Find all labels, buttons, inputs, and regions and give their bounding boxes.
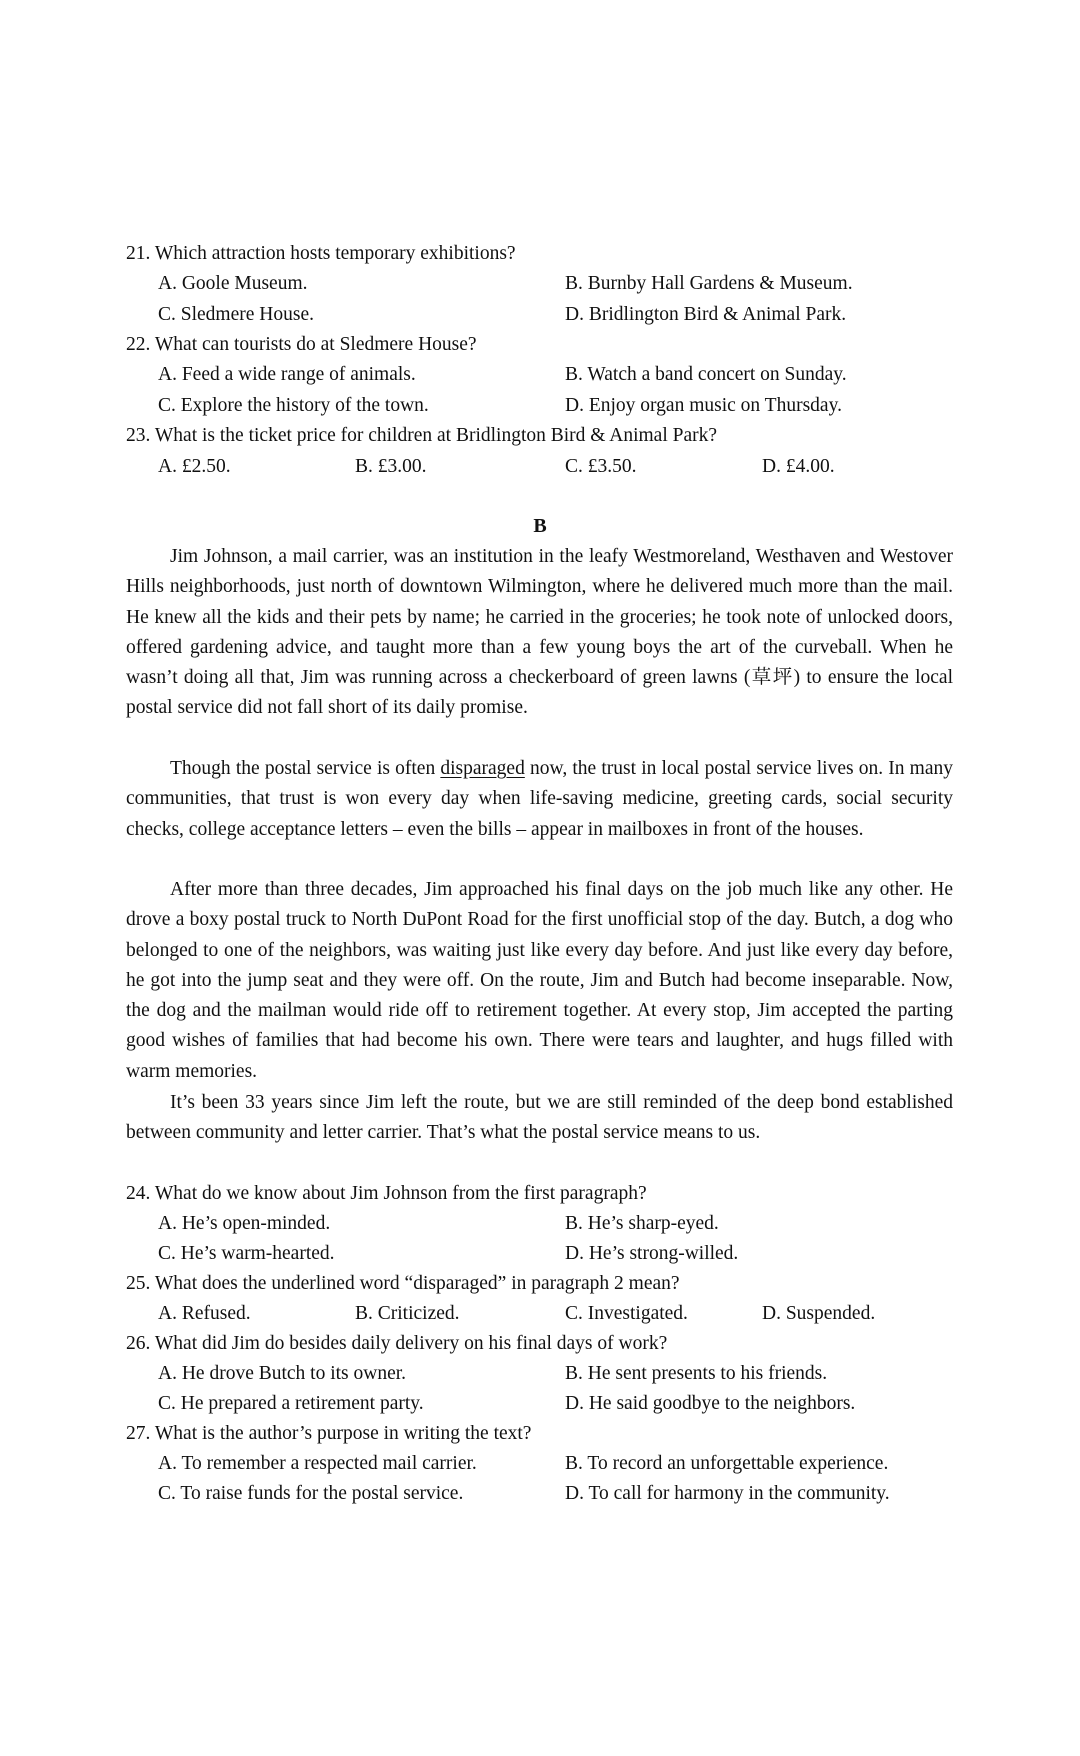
option-23-a: A. £2.50. (158, 456, 231, 477)
option-26-d: D. He said goodbye to the neighbors. (565, 1393, 856, 1414)
option-24-d: D. He’s strong-willed. (565, 1243, 739, 1264)
option-24-b: B. He’s sharp-eyed. (565, 1213, 719, 1234)
question-27 (126, 1419, 531, 1449)
passage-paragraph-1: Jim Johnson, a mail carrier, was an institution in the leafy Westmoreland, Westhaven and Westover Hills neighborhoods, just north of downtown Wilmington, where he delivered much more than the mail. He knew all the kids and their pets by name; he carried in the groceries; he took note of unlocked doors, offered gardening advice, and taught more than a few young boys the art of the curveball. When he wasn’t doing all that, Jim was running across a checkerboard of green lawns (草坪) to ensure the local postal service did not fall short of its daily promise. (126, 546, 953, 719)
underlined-word: disparaged (440, 758, 525, 779)
option-24-c: C. He’s warm-hearted. (158, 1243, 335, 1264)
option-21-a: A. Goole Museum. (158, 273, 308, 294)
option-27-c: C. To raise funds for the postal service. (158, 1483, 464, 1504)
question-22 (126, 330, 477, 360)
option-22-d: D. Enjoy organ music on Thursday. (565, 395, 842, 416)
question-number: 24. (126, 1183, 151, 1204)
question-text: What did Jim do besides daily delivery on his final days of work? (154, 1333, 668, 1354)
question-text: Which attraction hosts temporary exhibitions? (154, 243, 516, 264)
option-22-b: B. Watch a band concert on Sunday. (565, 364, 847, 385)
option-27-d: D. To call for harmony in the community. (565, 1483, 890, 1504)
question-text: What is the author’s purpose in writing the text? (154, 1423, 532, 1444)
option-24-a: A. He’s open-minded. (158, 1213, 331, 1234)
passage-paragraph-2 (126, 754, 953, 845)
question-24 (126, 1179, 647, 1209)
option-25-d: D. Suspended. (762, 1303, 876, 1324)
passage-paragraph-3: After more than three decades, Jim approached his final days on the job much like any other. He drove a boxy postal truck to North DuPont Road for the first unofficial stop of the day. Butch, a dog who belonged to one of the neighbors, was waiting just like every day before. And just like every day before, he got into the jump seat and they were off. On the route, Jim and Butch had become inseparable. Now, the dog and the mailman would ride off to retirement together. At every stop, Jim accepted the parting good wishes of families that had become his own. There were tears and laughter, and hugs filled with warm memories. (126, 879, 953, 1082)
question-text: What can tourists do at Sledmere House? (154, 334, 477, 355)
question-number: 23. (126, 425, 151, 446)
passage-paragraph-4: It’s been 33 years since Jim left the route, but we are still reminded of the deep bond established between community and letter carrier. That’s what the postal service means to us. (126, 1092, 953, 1144)
option-23-c: C. £3.50. (565, 456, 637, 477)
question-text: What do we know about Jim Johnson from the first paragraph? (154, 1183, 647, 1204)
option-22-c: C. Explore the history of the town. (158, 395, 429, 416)
option-26-a: A. He drove Butch to its owner. (158, 1363, 407, 1384)
question-26 (126, 1329, 667, 1359)
option-25-a: A. Refused. (158, 1303, 251, 1324)
option-27-b: B. To record an unforgettable experience. (565, 1453, 889, 1474)
paragraph-text: now, the trust in local postal service lives on. In many communities, that trust is won every day when life-saving medicine, greeting cards, social security checks, college acceptance letters – even the bills – appear in mailboxes in front of the houses. (126, 758, 954, 840)
option-22-a: A. Feed a wide range of animals. (158, 364, 416, 385)
question-number: 27. (126, 1423, 151, 1444)
option-25-c: C. Investigated. (565, 1303, 688, 1324)
option-26-b: B. He sent presents to his friends. (565, 1363, 828, 1384)
question-number: 22. (126, 334, 151, 355)
option-21-c: C. Sledmere House. (158, 304, 314, 325)
option-25-b: B. Criticized. (355, 1303, 460, 1324)
question-number: 21. (126, 243, 151, 264)
option-23-d: D. £4.00. (762, 456, 835, 477)
question-25 (126, 1269, 680, 1299)
question-text: What is the ticket price for children at Bridlington Bird & Animal Park? (154, 425, 718, 446)
question-text: What does the underlined word “disparaged” in paragraph 2 mean? (154, 1273, 680, 1294)
option-26-c: C. He prepared a retirement party. (158, 1393, 424, 1414)
question-21 (126, 239, 516, 269)
question-number: 25. (126, 1273, 151, 1294)
section-title: B (533, 515, 547, 537)
option-21-d: D. Bridlington Bird & Animal Park. (565, 304, 847, 325)
option-21-b: B. Burnby Hall Gardens & Museum. (565, 273, 853, 294)
paragraph-text: Though the postal service is often (170, 758, 441, 779)
question-23 (126, 421, 717, 451)
option-23-b: B. £3.00. (355, 456, 427, 477)
question-number: 26. (126, 1333, 151, 1354)
option-27-a: A. To remember a respected mail carrier. (158, 1453, 477, 1474)
